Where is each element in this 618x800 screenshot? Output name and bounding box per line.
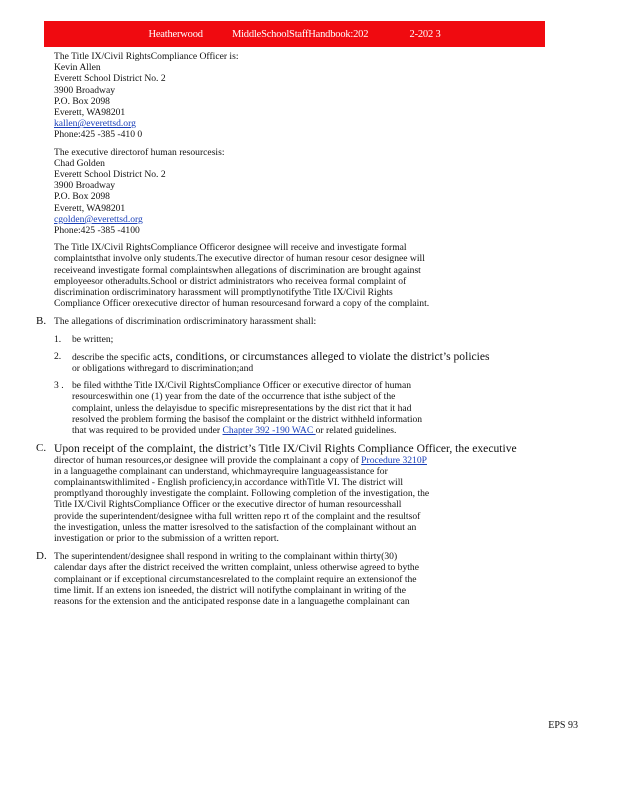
header-school: Heatherwood: [148, 28, 203, 40]
document-body: [36, 51, 554, 607]
coordinator-street: 3900 Broadway: [54, 84, 116, 96]
paragraph-line: Compliance Officer orexecutive director of human resourcesand forward a copy of the complaint.: [54, 298, 430, 310]
item-line: that was required to be provided under: [72, 425, 221, 437]
list-item: [54, 334, 554, 345]
coordinator-email-link[interactable]: kallen@everettsd.org: [54, 118, 136, 130]
section-line: complainantswithlimited - English proficiency,in accordance withTitle VI. The district will: [54, 476, 404, 488]
item-line-large: cts, conditions, or circumstances alleged to violate the district’s policies: [156, 349, 490, 363]
item-line: complaint, unless the delayisdue to specific misrepresentations by the dist rict that it had: [72, 402, 412, 414]
paragraph-line: complaintsthat involve only students.The executive director of human resour cesor designee will: [54, 253, 425, 265]
section-line: the investigation, unless the matter isresolved to the satisfaction of the complainant without an: [54, 521, 417, 533]
section-b-lead: The allegations of discrimination ordiscriminatory harassment shall:: [54, 316, 317, 328]
chapter-link[interactable]: Chapter 392 -190 WAC: [222, 425, 316, 437]
item-line: be filed withthe Title IX/Civil RightsCompliance Officer or executive director of human: [72, 380, 411, 392]
paragraph-line: receiveand investigate formal complaintswhen allegations of discrimination are brought against: [54, 264, 421, 276]
item-line: or related guidelines.: [315, 425, 397, 437]
list-item: [54, 351, 554, 374]
list-item: [54, 380, 554, 436]
header-title: MiddleSchoolStaffHandbook:202: [231, 28, 369, 40]
executive-name: Chad Golden: [54, 157, 105, 169]
paragraph-line: The Title IX/Civil RightsCompliance Officeror designee will receive and investigate formal: [54, 242, 407, 254]
executive-street: 3900 Broadway: [54, 180, 116, 192]
section-line: provide the superintendent/designee witha full written repo rt of the complaint and the resultsof: [54, 510, 421, 522]
intro-paragraph: [54, 242, 554, 309]
section-c-lead: Upon receipt of the complaint, the district’s Title IX/Civil Rights Compliance Officer, the executive: [54, 442, 517, 456]
paragraph-line: discrimination ordiscriminatory harassment will promptlynotifythe Title IX/Civil Rights: [54, 287, 393, 299]
executive-email-link[interactable]: cgolden@everettsd.org: [54, 213, 143, 225]
executive-contact: [54, 147, 554, 237]
executive-org: Everett School District No. 2: [54, 169, 166, 181]
section-line: reasons for the extension and the anticipated response date in a languagethe complainant can: [54, 595, 410, 607]
coordinator-box: P.O. Box 2098: [54, 95, 110, 107]
section-line: in a languagethe complainant can understand, whichmayrequire languageassistance for: [54, 465, 388, 477]
item-number: 2.: [54, 350, 62, 362]
item-line: or obligations withregard to discrimination;and: [72, 363, 254, 375]
executive-city: Everett, WA98201: [54, 202, 126, 214]
section-line: Title IX/Civil RightsCompliance Officer or the executive director of human resourcesshall: [54, 499, 402, 511]
item-line: describe the specific a: [72, 351, 157, 363]
executive-intro: The executive directorof human resourcesis:: [54, 146, 225, 158]
coordinator-contact: [54, 51, 554, 141]
section-d: [36, 550, 554, 607]
coordinator-phone: Phone:425 -385 -410 0: [54, 129, 143, 141]
item-number: 1.: [54, 333, 62, 345]
section-line: The superintendent/designee shall respond in writing to the complainant within thirty(30): [54, 551, 398, 563]
section-letter: D.: [36, 550, 47, 563]
section-b: [36, 315, 554, 437]
coordinator-intro: The Title IX/Civil RightsCompliance Officer is:: [54, 51, 239, 62]
section-letter: B.: [36, 315, 47, 328]
coordinator-org: Everett School District No. 2: [54, 73, 166, 85]
section-line: director of human resources,or designee will provide the complainant a copy of: [54, 454, 359, 466]
section-line: complainant or if exceptional circumstancesrelated to the complaint require an extensionof the: [54, 573, 417, 585]
paragraph-line: employeesor otheradults.School or district administrators who receivea formal complaint of: [54, 275, 407, 287]
item-line: resolved the problem forming the basisof the complaint or the district withheld information: [72, 413, 423, 425]
section-c: [36, 442, 554, 544]
section-line: calendar days after the district received the written complaint, unless otherwise agreed to bythe: [54, 562, 419, 574]
executive-box: P.O. Box 2098: [54, 191, 110, 203]
header-year: 2-202 3: [409, 28, 441, 40]
coordinator-city: Everett, WA98201: [54, 107, 126, 119]
coordinator-name: Kevin Allen: [54, 62, 101, 74]
item-line: resourceswithin one (1) year from the date of the occurrence that isthe subject of the: [72, 391, 396, 403]
document-header: [44, 21, 545, 47]
section-line: time limit. If an extens ion isneeded, the district will notifythe complainant in writing of the: [54, 584, 406, 596]
item-number: 3 .: [54, 380, 64, 392]
item-line: be written;: [72, 333, 114, 345]
section-line: investigation or prior to the submission of a written report.: [54, 532, 279, 544]
section-letter: C.: [36, 442, 47, 455]
page-number: EPS 93: [548, 720, 578, 731]
section-line: promptlyand thoroughly investigate the complaint. Following completion of the investigation, the: [54, 488, 430, 500]
executive-phone: Phone:425 -385 -4100: [54, 225, 140, 237]
procedure-link[interactable]: Procedure 3210P: [361, 454, 427, 466]
